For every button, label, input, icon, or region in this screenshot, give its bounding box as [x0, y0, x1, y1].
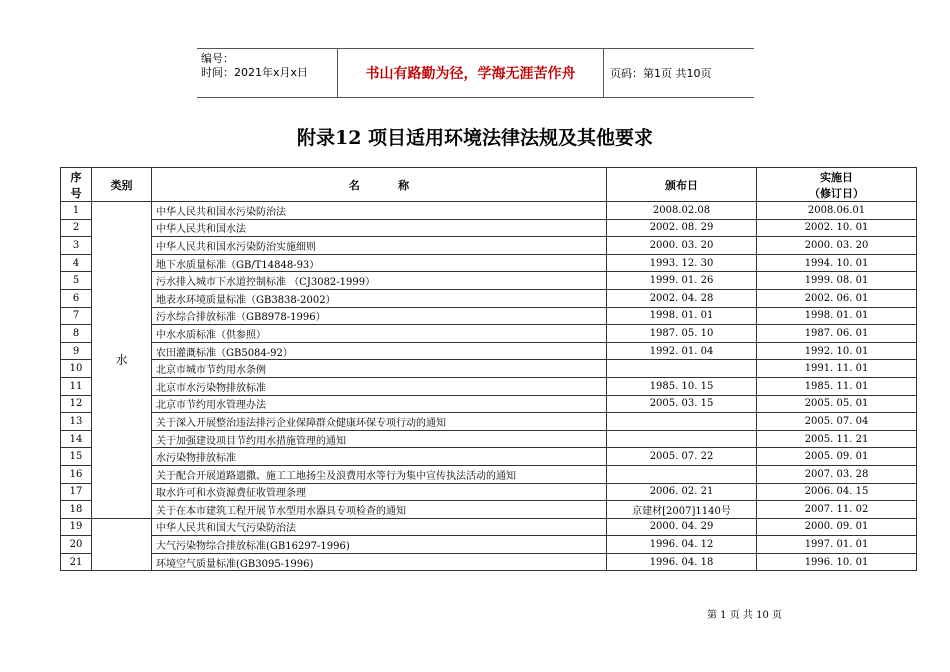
effective-date: 1996. 10. 01 [757, 553, 917, 571]
issued-date: 2002. 08. 29 [607, 219, 757, 237]
regulation-name: 地表水环境质量标准（GB3838-2002） [152, 289, 607, 307]
table-row [61, 483, 917, 501]
issued-date: 1987. 05. 10 [607, 325, 757, 343]
table-row [61, 237, 917, 255]
regulation-name: 环境空气质量标准(GB3095-1996) [152, 553, 607, 571]
effective-date: 2002. 10. 01 [757, 219, 917, 237]
effective-date: 2000. 03. 20 [757, 237, 917, 255]
row-number: 16 [61, 465, 92, 483]
regulation-name: 中华人民共和国水法 [152, 219, 607, 237]
header-page-info: 页码：第1页 共10页 [610, 67, 712, 80]
col-header-effective: 实施日 （修订日） [757, 168, 917, 202]
regulation-name: 关于加强建设项目节约用水措施管理的通知 [152, 430, 607, 448]
table-row [61, 448, 917, 466]
regulation-name: 关于深入开展整治违法排污企业保障群众健康环保专项行动的通知 [152, 413, 607, 431]
issued-date: 1999. 01. 26 [607, 272, 757, 290]
regulation-name: 中华人民共和国水污染防治实施细则 [152, 237, 607, 255]
table-row [61, 219, 917, 237]
row-number: 20 [61, 536, 92, 554]
regulation-name: 污水综合排放标准（GB8978-1996） [152, 307, 607, 325]
page-footer: 第 1 页 共 10 页 [707, 610, 782, 621]
table-row [61, 360, 917, 378]
issued-date: 京建材[2007]1140号 [607, 501, 757, 519]
number-label: 编号： [201, 52, 234, 65]
regulation-name: 北京市城市节约用水条例 [152, 360, 607, 378]
regulation-name: 农田灌溉标准（GB5084-92） [152, 342, 607, 360]
row-number: 1 [61, 202, 92, 220]
regulation-name: 关于在本市建筑工程开展节水型用水器具专项检查的通知 [152, 501, 607, 519]
row-number: 7 [61, 307, 92, 325]
row-number: 18 [61, 501, 92, 519]
issued-date [607, 465, 757, 483]
page-title: 附录12 项目适用环境法律法规及其他要求 [296, 127, 654, 149]
table-body [61, 202, 917, 571]
table-row [61, 272, 917, 290]
issued-date: 1998. 01. 01 [607, 307, 757, 325]
table-row [61, 377, 917, 395]
row-number: 4 [61, 254, 92, 272]
issued-date: 2005. 07. 22 [607, 448, 757, 466]
row-number: 14 [61, 430, 92, 448]
issued-date [607, 430, 757, 448]
regulation-name: 地下水质量标准（GB/T14848-93） [152, 254, 607, 272]
table-row [61, 202, 917, 220]
row-number: 17 [61, 483, 92, 501]
regulation-name: 中水水质标准（供参照） [152, 325, 607, 343]
table-row [61, 289, 917, 307]
issued-date: 1993. 12. 30 [607, 254, 757, 272]
row-number: 11 [61, 377, 92, 395]
effective-date: 1985. 11. 01 [757, 377, 917, 395]
table-row [61, 501, 917, 519]
table-row [61, 413, 917, 431]
regulation-name: 关于配合开展道路遗撒、施工工地扬尘及浪费用水等行为集中宣传执法活动的通知 [152, 465, 607, 483]
header-motto: 书山有路勤为径，学海无涯苦作舟 [337, 49, 604, 97]
col-header-seq: 序 号 [61, 168, 92, 202]
regulation-name: 北京市水污染物排放标准 [152, 377, 607, 395]
table-row [61, 254, 917, 272]
regulation-name: 水污染物排放标准 [152, 448, 607, 466]
col-header-issued: 颁布日 [607, 168, 757, 202]
issued-date: 1992. 01. 04 [607, 342, 757, 360]
row-number: 8 [61, 325, 92, 343]
effective-date: 1987. 06. 01 [757, 325, 917, 343]
effective-date: 2006. 04. 15 [757, 483, 917, 501]
table-row [61, 342, 917, 360]
time-label: 时间：2021年x月x日 [201, 66, 309, 79]
row-number: 12 [61, 395, 92, 413]
table-row [61, 430, 917, 448]
regulations-table [60, 167, 917, 571]
category-cell: 水 [92, 202, 152, 519]
table-row [61, 518, 917, 536]
regulation-name: 中华人民共和国大气污染防治法 [152, 518, 607, 536]
effective-date: 2007. 03. 28 [757, 465, 917, 483]
issued-date: 1996. 04. 12 [607, 536, 757, 554]
category-cell [92, 518, 152, 571]
issued-date [607, 413, 757, 431]
issued-date: 2008.02.08 [607, 202, 757, 220]
issued-date: 2000. 03. 20 [607, 237, 757, 255]
issued-date: 1996. 04. 18 [607, 553, 757, 571]
regulation-name: 取水许可和水资源费征收管理条理 [152, 483, 607, 501]
effective-date: 1999. 08. 01 [757, 272, 917, 290]
effective-date: 2005. 11. 21 [757, 430, 917, 448]
effective-date: 1994. 10. 01 [757, 254, 917, 272]
table-row [61, 553, 917, 571]
table-row [61, 536, 917, 554]
issued-date: 2000. 04. 29 [607, 518, 757, 536]
issued-date [607, 360, 757, 378]
row-number: 6 [61, 289, 92, 307]
row-number: 5 [61, 272, 92, 290]
issued-date: 2005. 03. 15 [607, 395, 757, 413]
row-number: 2 [61, 219, 92, 237]
regulation-name: 大气污染物综合排放标准(GB16297-1996) [152, 536, 607, 554]
effective-date: 2005. 07. 04 [757, 413, 917, 431]
col-header-name: 名 称 [152, 168, 607, 202]
issued-date: 1985. 10. 15 [607, 377, 757, 395]
regulation-name: 北京市节约用水管理办法 [152, 395, 607, 413]
effective-date: 1998. 01. 01 [757, 307, 917, 325]
issued-date: 2006. 02. 21 [607, 483, 757, 501]
row-number: 9 [61, 342, 92, 360]
row-number: 19 [61, 518, 92, 536]
row-number: 21 [61, 553, 92, 571]
regulation-name: 中华人民共和国水污染防治法 [152, 202, 607, 220]
issued-date: 2002. 04. 28 [607, 289, 757, 307]
effective-date: 2005. 09. 01 [757, 448, 917, 466]
col-header-category: 类别 [92, 168, 152, 202]
regulation-name: 污水排入城市下水道控制标准 （CJ3082-1999） [152, 272, 607, 290]
table-header-row [61, 168, 917, 202]
table-row [61, 325, 917, 343]
table-row [61, 465, 917, 483]
effective-date: 2007. 11. 02 [757, 501, 917, 519]
effective-date: 2002. 06. 01 [757, 289, 917, 307]
table-row [61, 395, 917, 413]
effective-date: 1991. 11. 01 [757, 360, 917, 378]
row-number: 10 [61, 360, 92, 378]
row-number: 13 [61, 413, 92, 431]
document-header [197, 48, 754, 98]
effective-date: 2008.06.01 [757, 202, 917, 220]
header-meta [201, 52, 331, 80]
table-row [61, 307, 917, 325]
row-number: 3 [61, 237, 92, 255]
row-number: 15 [61, 448, 92, 466]
effective-date: 2005. 05. 01 [757, 395, 917, 413]
effective-date: 1992. 10. 01 [757, 342, 917, 360]
effective-date: 1997. 01. 01 [757, 536, 917, 554]
effective-date: 2000. 09. 01 [757, 518, 917, 536]
